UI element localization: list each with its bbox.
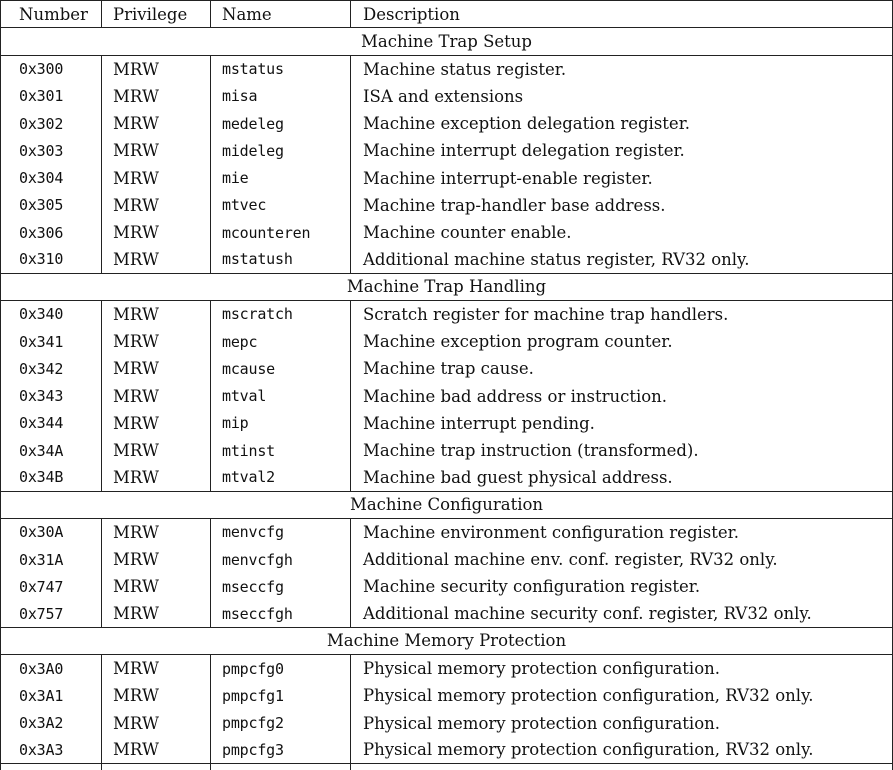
csr-privilege-cell: MRW [102, 328, 211, 355]
csr-name-cell [211, 764, 351, 770]
csr-number-cell: 0x300 [1, 56, 102, 83]
table-row [1, 737, 892, 764]
table-row [1, 165, 892, 192]
table-row [1, 355, 892, 382]
csr-privilege-cell [102, 764, 211, 770]
csr-name-cell: mtval [211, 383, 351, 410]
csr-number-cell: 0x310 [1, 246, 102, 272]
csr-description-cell: Physical memory protection configuration. [363, 659, 721, 679]
section-title: Machine Trap Handling [1, 274, 892, 301]
csr-name-cell: mseccfgh [211, 601, 351, 627]
section-title: Machine Trap Setup [1, 28, 892, 55]
csr-privilege-cell: MRW [102, 437, 211, 464]
csr-description-cell: Machine status register. [363, 59, 567, 79]
table-row [1, 655, 892, 682]
csr-privilege-cell: MRW [102, 737, 211, 763]
csr-name-cell: pmpcfg2 [211, 710, 351, 737]
table-row [1, 573, 892, 600]
csr-description-cell: Physical memory protection configuration. [363, 713, 721, 733]
csr-privilege-cell: MRW [102, 246, 211, 272]
csr-description-cell: Physical memory protection configuration, RV32 only. [363, 740, 814, 760]
table-row [1, 710, 892, 737]
csr-name-cell: mtinst [211, 437, 351, 464]
csr-number-cell: 0x34B [1, 464, 102, 490]
table-row [1, 383, 892, 410]
csr-description-cell: Machine bad guest physical address. [363, 467, 673, 487]
csr-name-cell: Name [211, 1, 351, 27]
table-row [1, 192, 892, 219]
csr-privilege-cell: MRW [102, 601, 211, 627]
csr-name-cell: mstatush [211, 246, 351, 272]
csr-privilege-cell: MRW [102, 655, 211, 682]
csr-number-cell: 0x340 [1, 301, 102, 328]
csr-number-cell: 0x341 [1, 328, 102, 355]
csr-description-cell: Machine interrupt-enable register. [363, 168, 653, 188]
csr-description-cell: Additional machine security conf. register, RV32 only. [363, 604, 812, 624]
csr-description-cell: Machine counter enable. [363, 223, 572, 243]
csr-name-cell: pmpcfg0 [211, 655, 351, 682]
table-row [1, 519, 892, 546]
table-row [1, 110, 892, 137]
csr-privilege-cell: MRW [102, 137, 211, 164]
csr-number-cell: 0x343 [1, 383, 102, 410]
csr-privilege-cell: MRW [102, 219, 211, 246]
csr-number-cell: Number [1, 1, 102, 27]
csr-description-cell [351, 764, 892, 770]
csr-name-cell: menvcfg [211, 519, 351, 546]
table-header-row [1, 1, 892, 28]
csr-name-cell: mie [211, 165, 351, 192]
csr-name-cell: pmpcfg1 [211, 682, 351, 709]
csr-number-cell: 0x31A [1, 546, 102, 573]
csr-description-cell: Machine security configuration register. [363, 577, 701, 597]
csr-number-cell: 0x34A [1, 437, 102, 464]
table-row [1, 437, 892, 464]
csr-number-cell: 0x342 [1, 355, 102, 382]
csr-privilege-cell: MRW [102, 192, 211, 219]
csr-privilege-cell: MRW [102, 355, 211, 382]
csr-name-cell: mstatus [211, 56, 351, 83]
csr-number-cell: 0x344 [1, 410, 102, 437]
table-row [1, 219, 892, 246]
csr-name-cell: medeleg [211, 110, 351, 137]
csr-description-cell: Description [363, 4, 460, 24]
table-row [1, 83, 892, 110]
csr-description-cell: Machine trap instruction (transformed). [363, 441, 699, 461]
csr-name-cell: mideleg [211, 137, 351, 164]
table-row [1, 682, 892, 709]
csr-privilege-cell: MRW [102, 464, 211, 490]
partial-row [1, 764, 892, 770]
csr-description-cell: Machine interrupt pending. [363, 413, 595, 433]
csr-description-cell: Machine bad address or instruction. [363, 386, 668, 406]
csr-privilege-cell: Privilege [102, 1, 211, 27]
table-row [1, 137, 892, 164]
csr-name-cell: mcounteren [211, 219, 351, 246]
table-row [1, 410, 892, 437]
csr-privilege-cell: MRW [102, 710, 211, 737]
csr-description-cell: Machine environment configuration register. [363, 522, 739, 542]
section-title: Machine Configuration [1, 492, 892, 519]
csr-description-cell: Additional machine env. conf. register, RV32 only. [363, 550, 778, 570]
csr-name-cell: menvcfgh [211, 546, 351, 573]
csr-number-cell [1, 764, 102, 770]
csr-privilege-cell: MRW [102, 110, 211, 137]
table-row [1, 328, 892, 355]
csr-privilege-cell: MRW [102, 83, 211, 110]
table-row [1, 464, 892, 491]
csr-description-cell: Additional machine status register, RV32 only. [363, 249, 750, 269]
csr-privilege-cell: MRW [102, 383, 211, 410]
csr-description-cell: Machine interrupt delegation register. [363, 141, 685, 161]
csr-number-cell: 0x30A [1, 519, 102, 546]
table-row [1, 601, 892, 628]
csr-number-cell: 0x303 [1, 137, 102, 164]
csr-name-cell: mepc [211, 328, 351, 355]
csr-description-cell: Machine exception delegation register. [363, 114, 691, 134]
csr-privilege-cell: MRW [102, 410, 211, 437]
csr-number-cell: 0x3A0 [1, 655, 102, 682]
csr-name-cell: mtvec [211, 192, 351, 219]
csr-number-cell: 0x3A2 [1, 710, 102, 737]
csr-number-cell: 0x3A3 [1, 737, 102, 763]
csr-privilege-cell: MRW [102, 573, 211, 600]
csr-privilege-cell: MRW [102, 301, 211, 328]
csr-name-cell: mcause [211, 355, 351, 382]
csr-name-cell: mseccfg [211, 573, 351, 600]
csr-name-cell: pmpcfg3 [211, 737, 351, 763]
csr-name-cell: mtval2 [211, 464, 351, 490]
table-row [1, 546, 892, 573]
csr-description-cell: Physical memory protection configuration, RV32 only. [363, 686, 814, 706]
csr-privilege-cell: MRW [102, 682, 211, 709]
csr-number-cell: 0x747 [1, 573, 102, 600]
csr-number-cell: 0x302 [1, 110, 102, 137]
csr-description-cell: Machine exception program counter. [363, 332, 673, 352]
csr-number-cell: 0x305 [1, 192, 102, 219]
table-row [1, 56, 892, 83]
csr-description-cell: Scratch register for machine trap handlers. [363, 304, 729, 324]
section-title: Machine Memory Protection [1, 628, 892, 655]
csr-number-cell: 0x304 [1, 165, 102, 192]
csr-privilege-cell: MRW [102, 56, 211, 83]
csr-name-cell: mip [211, 410, 351, 437]
csr-privilege-cell: MRW [102, 165, 211, 192]
table-row [1, 246, 892, 273]
csr-description-cell: Machine trap-handler base address. [363, 195, 666, 215]
csr-number-cell: 0x757 [1, 601, 102, 627]
csr-number-cell: 0x306 [1, 219, 102, 246]
csr-description-cell: Machine trap cause. [363, 359, 534, 379]
csr-description-cell: ISA and extensions [363, 86, 524, 106]
csr-name-cell: mscratch [211, 301, 351, 328]
csr-number-cell: 0x301 [1, 83, 102, 110]
table-row [1, 301, 892, 328]
csr-number-cell: 0x3A1 [1, 682, 102, 709]
csr-name-cell: misa [211, 83, 351, 110]
csr-privilege-cell: MRW [102, 519, 211, 546]
csr-privilege-cell: MRW [102, 546, 211, 573]
